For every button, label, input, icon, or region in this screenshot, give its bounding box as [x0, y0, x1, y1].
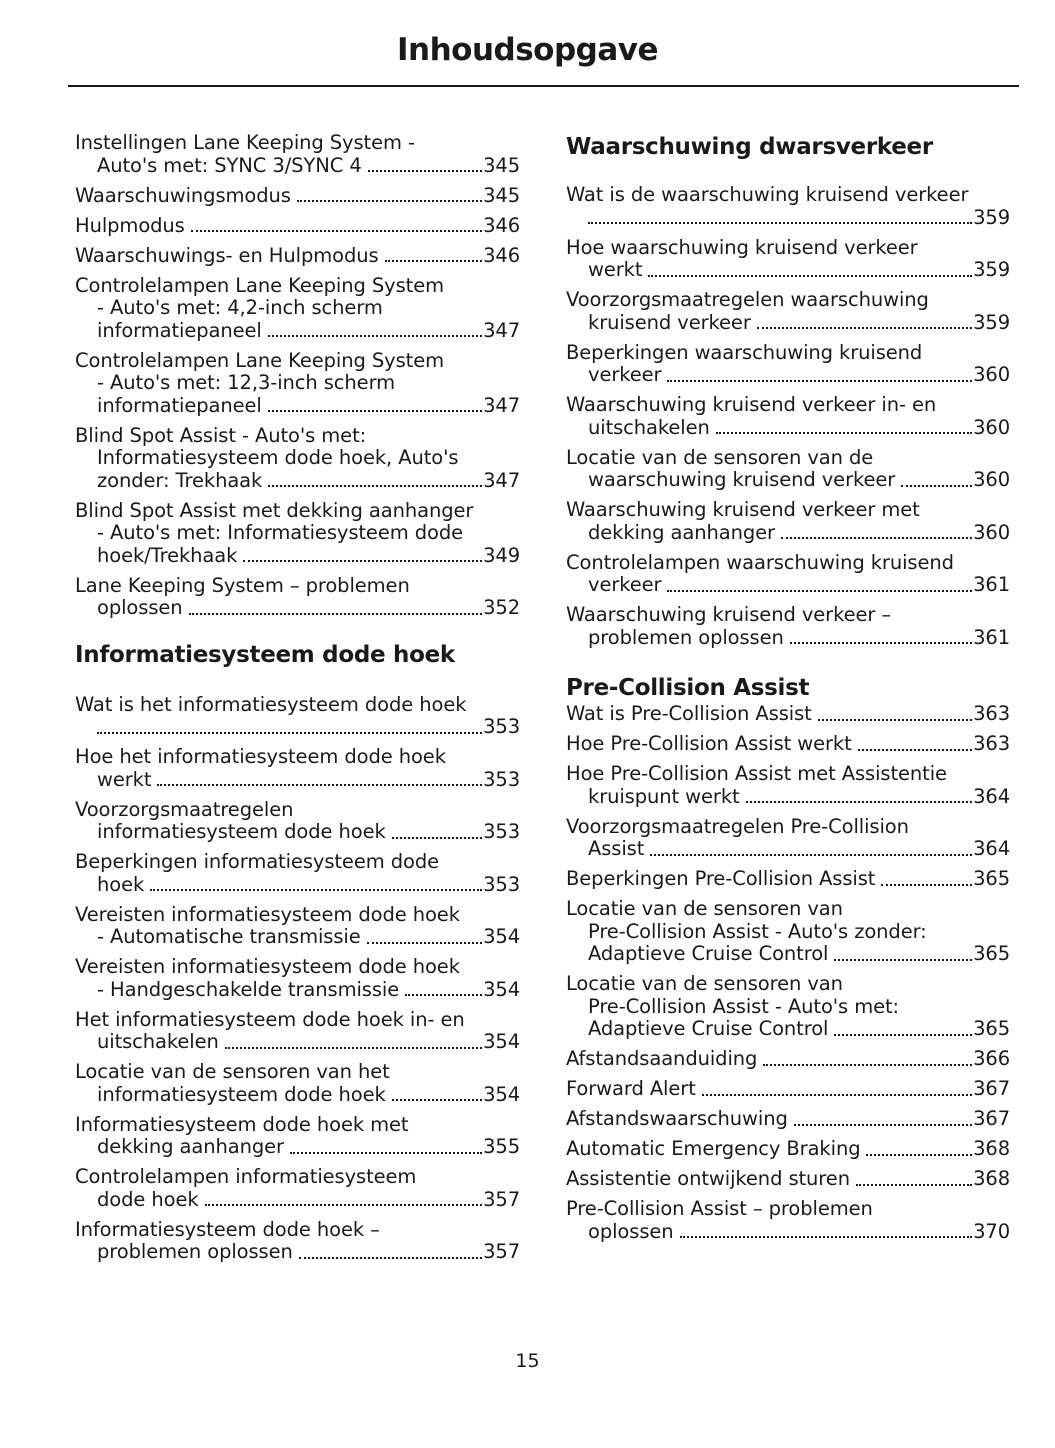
- toc-entry-text: Controlelampen informatiesysteem: [75, 1165, 417, 1188]
- dot-leader: [834, 1034, 972, 1036]
- toc-entry-text: Wat is het informatiesysteem dode hoek: [75, 692, 467, 716]
- toc-entry-text: verkeer: [588, 573, 662, 596]
- toc-page-number: 357: [483, 1240, 520, 1263]
- toc-entry-text: Controlelampen Lane Keeping System: [75, 348, 445, 372]
- toc-page-number: 368: [973, 1137, 1010, 1160]
- toc-entry-text: Pre-Collision Assist – problemen: [566, 1197, 873, 1220]
- toc-entry-text: Het informatiesysteem dode hoek in- en: [75, 1007, 465, 1031]
- dot-leader: [150, 889, 482, 891]
- dot-leader: [680, 1236, 973, 1238]
- toc-entry-text: Informatiesysteem dode hoek –: [75, 1217, 380, 1241]
- toc-entry-text: Hoe Pre-Collision Assist werkt: [566, 732, 852, 755]
- toc-entry[interactable]: [75, 956, 520, 1001]
- toc-entry[interactable]: [566, 816, 1010, 861]
- toc-page-number: 361: [973, 625, 1010, 649]
- toc-entry-text: Forward Alert: [566, 1077, 696, 1100]
- toc-page-number: 370: [973, 1219, 1010, 1243]
- toc-entry[interactable]: [75, 185, 520, 208]
- toc-page-number: 353: [483, 767, 520, 791]
- toc-entry[interactable]: [75, 799, 520, 844]
- toc-entry-text: zonder: Trekhaak: [97, 468, 263, 492]
- toc-page-number: 363: [973, 732, 1010, 755]
- title-divider: [68, 85, 1019, 87]
- dot-leader: [205, 1204, 483, 1206]
- toc-page-number: 359: [973, 258, 1010, 281]
- toc-entry-text: Afstandswaarschuwing: [566, 1107, 788, 1130]
- section-heading-pre-collision: Pre-Collision Assist: [566, 675, 810, 701]
- toc-page-number: 347: [483, 318, 520, 342]
- toc-entry-text: Beperkingen Pre-Collision Assist: [566, 867, 876, 890]
- toc-entry-text: informatiesysteem dode hoek: [97, 1082, 386, 1106]
- toc-entry[interactable]: [566, 763, 1010, 808]
- dot-leader: [790, 642, 972, 644]
- toc-entry-text: Informatiesysteem dode hoek, Auto's: [97, 446, 459, 469]
- dot-leader: [856, 1184, 972, 1186]
- dot-leader: [405, 994, 482, 996]
- toc-entry-text: Waarschuwings- en Hulpmodus: [75, 243, 379, 267]
- dot-leader: [716, 432, 972, 434]
- toc-entry-text: dekking aanhanger: [97, 1135, 284, 1158]
- toc-entry-text: Voorzorgsmaatregelen Pre-Collision: [566, 814, 909, 838]
- toc-entry-text: - Auto's met: Informatiesysteem dode: [97, 521, 463, 544]
- toc-page-number: 346: [483, 213, 520, 237]
- dot-leader: [392, 1099, 482, 1101]
- dot-leader: [781, 537, 972, 539]
- toc-page-number: 346: [483, 243, 520, 267]
- toc-entry[interactable]: [75, 851, 520, 896]
- dot-leader: [858, 749, 972, 751]
- toc-page-number: 360: [973, 468, 1010, 491]
- toc-entry-text: Auto's met: SYNC 3/SYNC 4: [97, 153, 362, 177]
- toc-page-number: 365: [973, 1017, 1010, 1040]
- toc-page-number: 347: [483, 468, 520, 492]
- toc-entry-text: Vereisten informatiesysteem dode hoek: [75, 902, 460, 926]
- toc-entry-text: Locatie van de sensoren van: [566, 897, 843, 920]
- toc-entry[interactable]: [75, 904, 520, 949]
- toc-entry[interactable]: [75, 1009, 520, 1054]
- dot-leader: [268, 485, 482, 487]
- toc-entry-text: oplossen: [97, 596, 183, 619]
- dot-leader: [191, 230, 482, 232]
- dot-leader: [667, 590, 972, 592]
- toc-entry-text: Voorzorgsmaatregelen waarschuwing: [566, 288, 929, 311]
- toc-entry-list: [75, 132, 520, 620]
- toc-entry-text: dekking aanhanger: [588, 520, 775, 544]
- toc-entry[interactable]: [566, 289, 1010, 334]
- toc-entry-text: Beperkingen informatiesysteem dode: [75, 850, 439, 873]
- toc-page-number: 354: [483, 1030, 520, 1053]
- toc-entry[interactable]: [566, 1198, 1010, 1243]
- section-heading-cross-traffic: Waarschuwing dwarsverkeer: [566, 134, 933, 160]
- toc-entry-text: Hoe het informatiesysteem dode hoek: [75, 745, 446, 768]
- dot-leader: [866, 1154, 972, 1156]
- toc-entry[interactable]: [75, 425, 520, 493]
- dot-leader: [757, 327, 972, 329]
- toc-entry-text: - Auto's met: 4,2-inch scherm: [97, 296, 383, 319]
- toc-entry[interactable]: [75, 1114, 520, 1159]
- toc-entry-text: werkt: [588, 258, 643, 281]
- toc-page-number: 345: [483, 153, 520, 177]
- page-title: Inhoudsopgave: [396, 32, 658, 68]
- dot-leader: [367, 942, 482, 944]
- dot-leader: [157, 784, 482, 786]
- toc-page-number: 360: [973, 363, 1010, 386]
- toc-page-number: 367: [973, 1107, 1010, 1130]
- toc-entry[interactable]: [566, 868, 1010, 891]
- toc-entry-text: verkeer: [588, 363, 662, 386]
- toc-left-column: [75, 132, 520, 1271]
- toc-entry-text: Vereisten informatiesysteem dode hoek: [75, 955, 460, 978]
- toc-entry-text: Wat is de waarschuwing kruisend verkeer: [566, 183, 969, 206]
- toc-page-number: 368: [973, 1167, 1010, 1190]
- toc-entry[interactable]: [75, 350, 520, 418]
- toc-entry-text: waarschuwing kruisend verkeer: [588, 468, 896, 491]
- toc-page-number: 354: [483, 977, 520, 1001]
- toc-entry-text: Adaptieve Cruise Control: [588, 1017, 829, 1040]
- toc-entry-text: Lane Keeping System – problemen: [75, 573, 410, 597]
- toc-page-number: 359: [973, 205, 1010, 229]
- toc-entry[interactable]: [566, 973, 1010, 1041]
- toc-page-number: 364: [973, 784, 1010, 808]
- toc-entry-text: Controlelampen Lane Keeping System: [75, 273, 445, 297]
- toc-page-number: 359: [973, 310, 1010, 334]
- toc-entry[interactable]: [75, 275, 520, 343]
- toc-entry-text: Pre-Collision Assist - Auto's zonder:: [588, 919, 927, 943]
- toc-page-number: 345: [483, 183, 520, 207]
- dot-leader: [189, 613, 483, 615]
- toc-entry[interactable]: [566, 1138, 1010, 1161]
- toc-entry-text: Instellingen Lane Keeping System -: [75, 131, 415, 154]
- toc-entry[interactable]: [566, 733, 1010, 756]
- toc-entry-text: Beperkingen waarschuwing kruisend: [566, 340, 923, 364]
- toc-entry[interactable]: [75, 245, 520, 268]
- toc-entry-text: Voorzorgsmaatregelen: [75, 797, 294, 821]
- toc-page-number: 366: [973, 1047, 1010, 1070]
- toc-entry[interactable]: [75, 500, 520, 568]
- section-heading-blind-spot: Informatiesysteem dode hoek: [75, 641, 455, 668]
- toc-entry-text: Assistentie ontwijkend sturen: [566, 1167, 850, 1190]
- dot-leader: [650, 854, 972, 856]
- toc-right-column: [566, 132, 1010, 1251]
- toc-entry-text: oplossen: [588, 1219, 674, 1243]
- dot-leader: [794, 1124, 972, 1126]
- toc-entry-text: informatiepaneel: [97, 393, 262, 417]
- toc-entry-text: Wat is Pre-Collision Assist: [566, 702, 812, 725]
- dot-leader: [667, 380, 972, 382]
- toc-entry[interactable]: [566, 237, 1010, 282]
- toc-entry[interactable]: [75, 1166, 520, 1211]
- toc-entry-text: Adaptieve Cruise Control: [588, 942, 829, 965]
- toc-entry-text: werkt: [97, 767, 152, 791]
- toc-entry-text: Hulpmodus: [75, 213, 185, 237]
- toc-entry[interactable]: [75, 215, 520, 238]
- toc-entry[interactable]: [566, 552, 1010, 597]
- toc-entry[interactable]: [566, 1048, 1010, 1071]
- toc-entry-text: kruispunt werkt: [588, 784, 740, 808]
- dot-leader: [97, 732, 482, 734]
- toc-page-number: 354: [483, 925, 520, 948]
- toc-page-number: 361: [973, 573, 1010, 596]
- toc-entry-text: Controlelampen waarschuwing kruisend: [566, 550, 954, 574]
- toc-page-number: 360: [973, 415, 1010, 439]
- toc-entry-text: dode hoek: [97, 1187, 199, 1211]
- dot-leader: [834, 959, 972, 961]
- toc-entry-list: [566, 703, 1010, 1243]
- toc-entry[interactable]: [566, 447, 1010, 492]
- dot-leader: [268, 335, 482, 337]
- toc-entry[interactable]: [566, 184, 1010, 229]
- toc-page-number: 367: [973, 1077, 1010, 1100]
- toc-entry-text: Blind Spot Assist - Auto's met:: [75, 423, 367, 447]
- toc-entry[interactable]: [75, 575, 520, 620]
- dot-leader: [368, 170, 482, 172]
- dot-leader: [763, 1064, 972, 1066]
- toc-entry-text: Locatie van de sensoren van het: [75, 1060, 390, 1083]
- toc-page-number: 354: [483, 1082, 520, 1106]
- toc-entry[interactable]: [566, 342, 1010, 387]
- toc-entry[interactable]: [75, 694, 520, 739]
- toc-page-number: 365: [973, 942, 1010, 965]
- toc-entry[interactable]: [566, 1168, 1010, 1191]
- toc-entry-text: Waarschuwing kruisend verkeer met: [566, 498, 920, 521]
- toc-entry[interactable]: [566, 394, 1010, 439]
- toc-entry-text: Afstandsaanduiding: [566, 1047, 758, 1070]
- toc-entry-text: Blind Spot Assist met dekking aanhanger: [75, 498, 474, 522]
- toc-entry[interactable]: [566, 499, 1010, 544]
- dot-leader: [268, 410, 482, 412]
- toc-entry[interactable]: [75, 132, 520, 177]
- toc-entry-text: Hoe Pre-Collision Assist met Assistentie: [566, 762, 947, 785]
- dot-leader: [290, 1152, 482, 1154]
- toc-entry[interactable]: [75, 746, 520, 791]
- toc-page-number: 353: [483, 872, 520, 896]
- dot-leader: [881, 884, 972, 886]
- toc-page-number: 349: [483, 543, 520, 567]
- toc-entry-text: - Auto's met: 12,3-inch scherm: [97, 371, 396, 394]
- dot-leader: [299, 1257, 482, 1259]
- toc-entry-text: informatiepaneel: [97, 318, 262, 342]
- dot-leader: [588, 222, 972, 224]
- dot-leader: [746, 801, 972, 803]
- toc-entry-text: Waarschuwing kruisend verkeer in- en: [566, 393, 937, 416]
- toc-entry-text: Locatie van de sensoren van de: [566, 445, 874, 469]
- toc-page-number: 360: [973, 520, 1010, 544]
- toc-entry[interactable]: [566, 1108, 1010, 1131]
- toc-page-number: 353: [483, 820, 520, 843]
- toc-entry-text: Waarschuwingsmodus: [75, 183, 291, 207]
- dot-leader: [648, 275, 972, 277]
- toc-page-number: 353: [483, 715, 520, 738]
- toc-entry-list: [566, 184, 1010, 649]
- toc-entry[interactable]: [566, 1078, 1010, 1101]
- toc-entry[interactable]: [75, 1219, 520, 1264]
- toc-entry[interactable]: [566, 604, 1010, 649]
- toc-entry-text: Assist: [588, 837, 645, 860]
- toc-entry-text: Automatic Emergency Braking: [566, 1137, 861, 1160]
- dot-leader: [392, 837, 482, 839]
- toc-entry-list: [75, 694, 520, 1264]
- toc-entry-text: problemen oplossen: [97, 1240, 293, 1263]
- dot-leader: [702, 1094, 972, 1096]
- toc-entry-text: hoek: [97, 872, 145, 896]
- toc-page-number: 365: [973, 867, 1010, 890]
- dot-leader: [243, 560, 482, 562]
- toc-entry-text: Pre-Collision Assist - Auto's met:: [588, 994, 900, 1018]
- toc-page-number: 363: [973, 702, 1010, 725]
- toc-entry-text: Informatiesysteem dode hoek met: [75, 1112, 409, 1136]
- toc-entry-text: kruisend verkeer: [588, 310, 751, 334]
- toc-entry-text: - Handgeschakelde transmissie: [97, 977, 400, 1001]
- toc-page-number: 364: [973, 837, 1010, 860]
- dot-leader: [385, 260, 483, 262]
- toc-entry-text: Hoe waarschuwing kruisend verkeer: [566, 235, 918, 259]
- toc-entry-text: - Automatische transmissie: [97, 925, 361, 948]
- toc-entry-text: Waarschuwing kruisend verkeer –: [566, 603, 892, 626]
- toc-entry[interactable]: [566, 703, 1010, 726]
- dot-leader: [225, 1047, 482, 1049]
- toc-entry-text: hoek/Trekhaak: [97, 543, 238, 567]
- toc-entry[interactable]: [75, 1061, 520, 1106]
- dot-leader: [818, 719, 972, 721]
- toc-page-number: 347: [483, 393, 520, 417]
- toc-entry-text: uitschakelen: [97, 1030, 219, 1053]
- page-number: 15: [515, 1350, 540, 1372]
- dot-leader: [901, 485, 972, 487]
- toc-entry-text: uitschakelen: [588, 415, 710, 439]
- dot-leader: [297, 200, 482, 202]
- toc-entry-text: Locatie van de sensoren van: [566, 972, 843, 995]
- toc-page-number: 357: [483, 1187, 520, 1211]
- toc-entry-text: problemen oplossen: [588, 625, 784, 649]
- toc-entry[interactable]: [566, 898, 1010, 966]
- toc-page-number: 355: [483, 1135, 520, 1158]
- toc-entry-text: informatiesysteem dode hoek: [97, 820, 386, 843]
- toc-page-number: 352: [483, 596, 520, 619]
